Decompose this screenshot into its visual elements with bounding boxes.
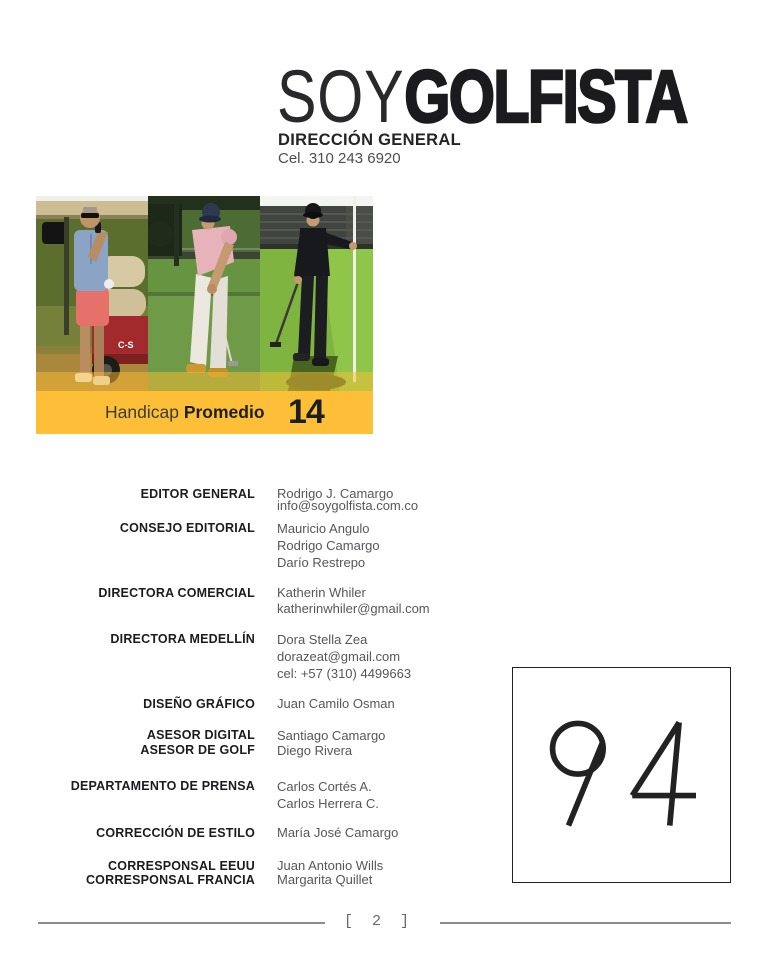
- footer-rule-right: [440, 922, 731, 924]
- golfers-photo-strip: [36, 196, 373, 391]
- page-indicator: [344, 913, 409, 930]
- credit-role: CORRESPONSAL EEUU: [108, 859, 255, 873]
- credit-email: info@soygolfista.com.co: [277, 498, 419, 513]
- page-number: 2: [372, 913, 382, 930]
- credit-name: Mauricio Angulo: [277, 521, 370, 536]
- issue-number-figure: [546, 718, 696, 830]
- footer-rule-left: [38, 922, 325, 924]
- credit-role: CORRESPONSAL FRANCIA: [85, 873, 255, 887]
- handicap-label: Handicap Promedio: [105, 402, 265, 422]
- brand-golfista: GOLFISTA: [404, 55, 687, 138]
- credit-role: DIRECTORA MEDELLÍN: [110, 632, 255, 646]
- credit-name: Carlos Cortés A.: [277, 779, 372, 794]
- credit-role: DIRECTORA COMERCIAL: [98, 586, 255, 600]
- photo-yellow-tint-overlay: [36, 372, 373, 391]
- direction-general-label: DIRECCIÓN GENERAL: [278, 131, 461, 149]
- brand-logo: [277, 55, 687, 138]
- credit-name: Katherin Whiler: [277, 585, 366, 600]
- credit-role: CORRECCIÓN DE ESTILO: [96, 826, 255, 840]
- page-indicator-open-bracket: [: [344, 913, 354, 930]
- credit-name: Rodrigo J. Camargo: [277, 486, 394, 501]
- cart-badge-text: C-S: [118, 340, 134, 350]
- credit-name: Darío Restrepo: [277, 555, 366, 570]
- credit-email: dorazeat@gmail.com: [277, 649, 401, 664]
- golfer-with-flagstick-photo: [260, 196, 373, 391]
- credit-name: Rodrigo Camargo: [277, 538, 380, 553]
- page-indicator-close-bracket: ]: [400, 913, 410, 930]
- direction-phone: Cel. 310 243 6920: [278, 150, 401, 167]
- credit-role: EDITOR GENERAL: [140, 487, 255, 501]
- brand-soy: SOY: [277, 55, 405, 138]
- credit-name: Santiago Camargo: [277, 728, 386, 743]
- credit-role: ASESOR DE GOLF: [140, 743, 255, 757]
- handicap-value: 14: [288, 393, 324, 431]
- golfer-on-phone-photo: [36, 196, 148, 391]
- credit-phone: cel: +57 (310) 4499663: [277, 666, 412, 681]
- credit-role: CONSEJO EDITORIAL: [119, 521, 255, 535]
- handicap-banner: [36, 391, 373, 434]
- credit-name: Dora Stella Zea: [277, 632, 368, 647]
- credit-name: Diego Rivera: [277, 743, 353, 758]
- credit-email: katherinwhiler@gmail.com: [277, 601, 430, 616]
- credit-name: Juan Camilo Osman: [277, 696, 395, 711]
- issue-number-text: [513, 668, 514, 669]
- credit-name: Carlos Herrera C.: [277, 796, 379, 811]
- credit-name: Margarita Quillet: [277, 872, 373, 887]
- golfer-swinging-photo: [148, 196, 260, 391]
- credit-role: DISEÑO GRÁFICO: [143, 697, 255, 711]
- issue-number-box: [512, 667, 731, 883]
- credit-role: ASESOR DIGITAL: [146, 728, 255, 742]
- credit-name: Juan Antonio Wills: [277, 858, 384, 873]
- credit-name: María José Camargo: [277, 825, 399, 840]
- credit-role: DEPARTAMENTO DE PRENSA: [70, 779, 255, 793]
